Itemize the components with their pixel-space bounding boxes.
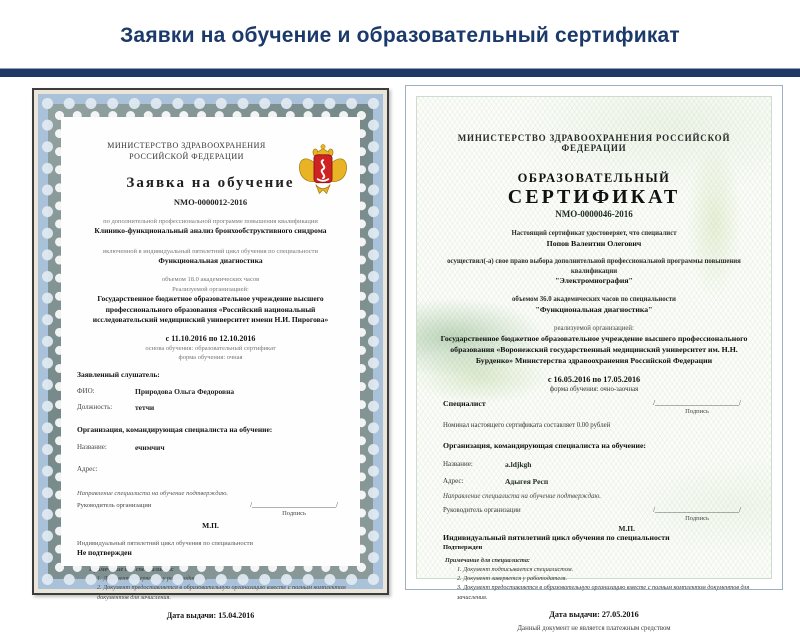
app-org-header: Организация, командирующая специалиста на обучение: bbox=[77, 425, 273, 435]
cert-head-signature-row bbox=[433, 506, 755, 522]
certificate-paper bbox=[416, 96, 772, 632]
app-position-row bbox=[73, 403, 348, 412]
app-listener-header: Заявленный слушатель: bbox=[77, 369, 160, 379]
cert-ministry-header: МИНИСТЕРСТВО ЗДРАВООХРАНЕНИЯ РОССИЙСКОЙ ФЕДЕРАЦИИ bbox=[457, 133, 731, 153]
cert-specialist-signature-caption: Подпись bbox=[685, 407, 709, 415]
cert-head-signature-caption: Подпись bbox=[685, 514, 709, 522]
cert-number: NMO-0000046-2016 bbox=[555, 209, 633, 219]
app-signature-row bbox=[73, 501, 348, 517]
cert-disclaimer: Данный документ не является платежным средством bbox=[517, 624, 671, 632]
app-notes bbox=[73, 565, 348, 602]
cert-specialty: "Функциональная диагностика" bbox=[535, 305, 653, 315]
cert-note-2: 2. Документ заверяется у работодателя. bbox=[457, 575, 568, 583]
cert-head-signature-block bbox=[653, 506, 741, 522]
cert-dates: с 16.05.2016 по 17.05.2016 bbox=[547, 374, 641, 384]
title-divider-bar bbox=[0, 68, 800, 77]
cert-issue-date: Дата выдачи: 27.05.2016 bbox=[549, 610, 639, 620]
app-fio-value: Природова Ольга Федоровна bbox=[135, 387, 235, 397]
app-specialty: Функциональная диагностика bbox=[158, 255, 263, 265]
app-signature-block bbox=[250, 501, 338, 517]
app-note-2: 2. Документ предоставляется в образовательную организацию вместе с полным комплектом документов для зачисления. bbox=[97, 584, 346, 601]
cert-specialist-signature-line: /________________________/ bbox=[653, 398, 741, 407]
slide-title: Заявки на обучение и образовательный сертификат bbox=[120, 24, 680, 47]
cert-cycle-status: Подтвержден bbox=[443, 544, 483, 552]
cert-specialist-name: Попов Валентин Олегович bbox=[546, 238, 642, 248]
app-form: форма обучения: очная bbox=[178, 354, 243, 362]
app-name-label: Название: bbox=[77, 442, 107, 451]
app-ministry-line2: РОССИЙСКОЙ ФЕДЕРАЦИИ bbox=[129, 151, 244, 161]
application-border-blue bbox=[38, 94, 383, 620]
cert-title-line1: ОБРАЗОВАТЕЛЬНЫЙ bbox=[517, 171, 671, 185]
app-issue-date: Дата выдачи: 15.04.2016 bbox=[166, 610, 255, 620]
cert-volume: объемом 36.0 академических часов по специальности bbox=[512, 296, 676, 304]
app-name-value: ечимчич bbox=[135, 442, 165, 452]
app-address-label: Адрес: bbox=[77, 464, 98, 473]
app-basis: основа обучения: образовательный сертификат bbox=[145, 344, 276, 352]
cert-nominal: Номинал настоящего сертификата составляет 0.00 рублей bbox=[443, 421, 611, 429]
app-ministry-line1: МИНИСТЕРСТВО ЗДРАВООХРАНЕНИЯ bbox=[107, 141, 266, 150]
cert-org-header: Организация, командирующая специалиста на обучение: bbox=[443, 440, 647, 450]
app-fio-label: ФИО: bbox=[77, 387, 95, 396]
cert-attest-intro: Настоящий сертификат удостоверяет, что специалист bbox=[511, 230, 677, 237]
cert-organization: Государственное бюджетное образовательное учреждение высшего профессионального образования «Воронежский государственный медицинский университет им. Н.Н. Бурденко» Министерства здравоохранения Российской Федерации bbox=[440, 333, 748, 365]
application-border-wave bbox=[48, 104, 373, 620]
app-mp: М.П. bbox=[202, 521, 219, 531]
app-dates: с 11.10.2016 по 12.10.2016 bbox=[165, 333, 256, 343]
cert-confirm-note: Направление специалиста на обучение подтверждаю. bbox=[443, 492, 601, 500]
application-document bbox=[32, 88, 389, 620]
app-cycle-line: Индивидуальный пятилетний цикл обучения по специальности bbox=[77, 539, 253, 547]
app-position-value: тетчи bbox=[135, 403, 155, 413]
app-signature-caption: Подпись bbox=[282, 510, 306, 518]
cert-name-label: Название: bbox=[443, 459, 473, 468]
cert-head-label: Руководитель организации bbox=[443, 506, 521, 514]
app-program-name: Клинико-функциональный анализ бронхообструктивного синдрома bbox=[94, 226, 327, 236]
cert-specialist-signature-row bbox=[433, 399, 755, 415]
app-position-label: Должность: bbox=[77, 403, 113, 412]
cert-address-row bbox=[433, 477, 755, 486]
cert-name-row bbox=[433, 460, 755, 469]
app-fio-row bbox=[73, 387, 348, 396]
cert-mp: М.П. bbox=[618, 523, 635, 533]
app-title: Заявка на обучение bbox=[126, 174, 295, 191]
app-organization: Государственное бюджетное образовательное учреждение высшего профессионального образования «Российский национальный исследовательский медицинский университет имени Н.И. Пирогова» bbox=[92, 294, 329, 325]
app-signature-line: /________________________/ bbox=[250, 501, 338, 510]
app-head-label: Руководитель организации bbox=[77, 502, 152, 510]
cert-cycle-line: Индивидуальный пятилетний цикл обучения по специальности bbox=[443, 532, 670, 542]
cert-specialist-signature-block bbox=[653, 399, 741, 415]
application-paper bbox=[61, 117, 360, 620]
app-note-1: 1. Документ заверяется у работодателя. bbox=[97, 574, 208, 582]
certificate-document bbox=[405, 85, 783, 632]
app-volume: объемом 18.0 академических часов bbox=[161, 276, 260, 284]
app-number: NMO-0000012-2016 bbox=[173, 196, 248, 207]
ministry-emblem-icon bbox=[296, 143, 350, 199]
cert-address-label: Адрес: bbox=[443, 476, 464, 485]
app-cycle-status: Не подтвержден bbox=[77, 548, 132, 558]
cert-name-value: a.ldjkgh bbox=[505, 459, 532, 469]
cert-notes bbox=[433, 556, 755, 602]
cert-right-intro: осуществил(-а) свое право выбора дополнительной профессиональной программы повышения квалификации bbox=[447, 257, 741, 275]
app-address-row bbox=[73, 465, 348, 473]
cert-address-value: Адыгея Респ bbox=[505, 476, 549, 486]
cert-note-1: 1. Документ подписывается специалистом. bbox=[457, 565, 574, 573]
app-name-row bbox=[73, 443, 348, 452]
cert-org-intro: реализуемой организацией: bbox=[554, 325, 634, 333]
cert-title-line2: СЕРТИФИКАТ bbox=[507, 186, 681, 208]
cert-notes-header: Примечание для специалиста: bbox=[445, 556, 530, 564]
app-cycle-intro: включенной в индивидуальный пятилетний цикл обучения по специальности bbox=[103, 247, 318, 255]
cert-head-signature-line: /________________________/ bbox=[653, 505, 741, 514]
cert-specialist-label: Специалист bbox=[443, 398, 486, 408]
app-confirm-note: Направление специалиста на обучение подтверждаю. bbox=[77, 489, 229, 497]
app-notes-header: Примечание для специалиста: bbox=[89, 565, 174, 573]
cert-form: форма обучения: очно-заочная bbox=[549, 386, 639, 394]
app-org-intro: Реализуемой организацией: bbox=[172, 285, 249, 293]
cert-program-name: "Электромиография" bbox=[555, 276, 633, 286]
cert-note-3: 3. Документ предоставляется в образовательную организацию вместе с полным комплектом документов для зачисления. bbox=[457, 584, 750, 601]
app-program-intro: по дополнительной профессиональной программе повышения квалификации bbox=[103, 217, 318, 225]
